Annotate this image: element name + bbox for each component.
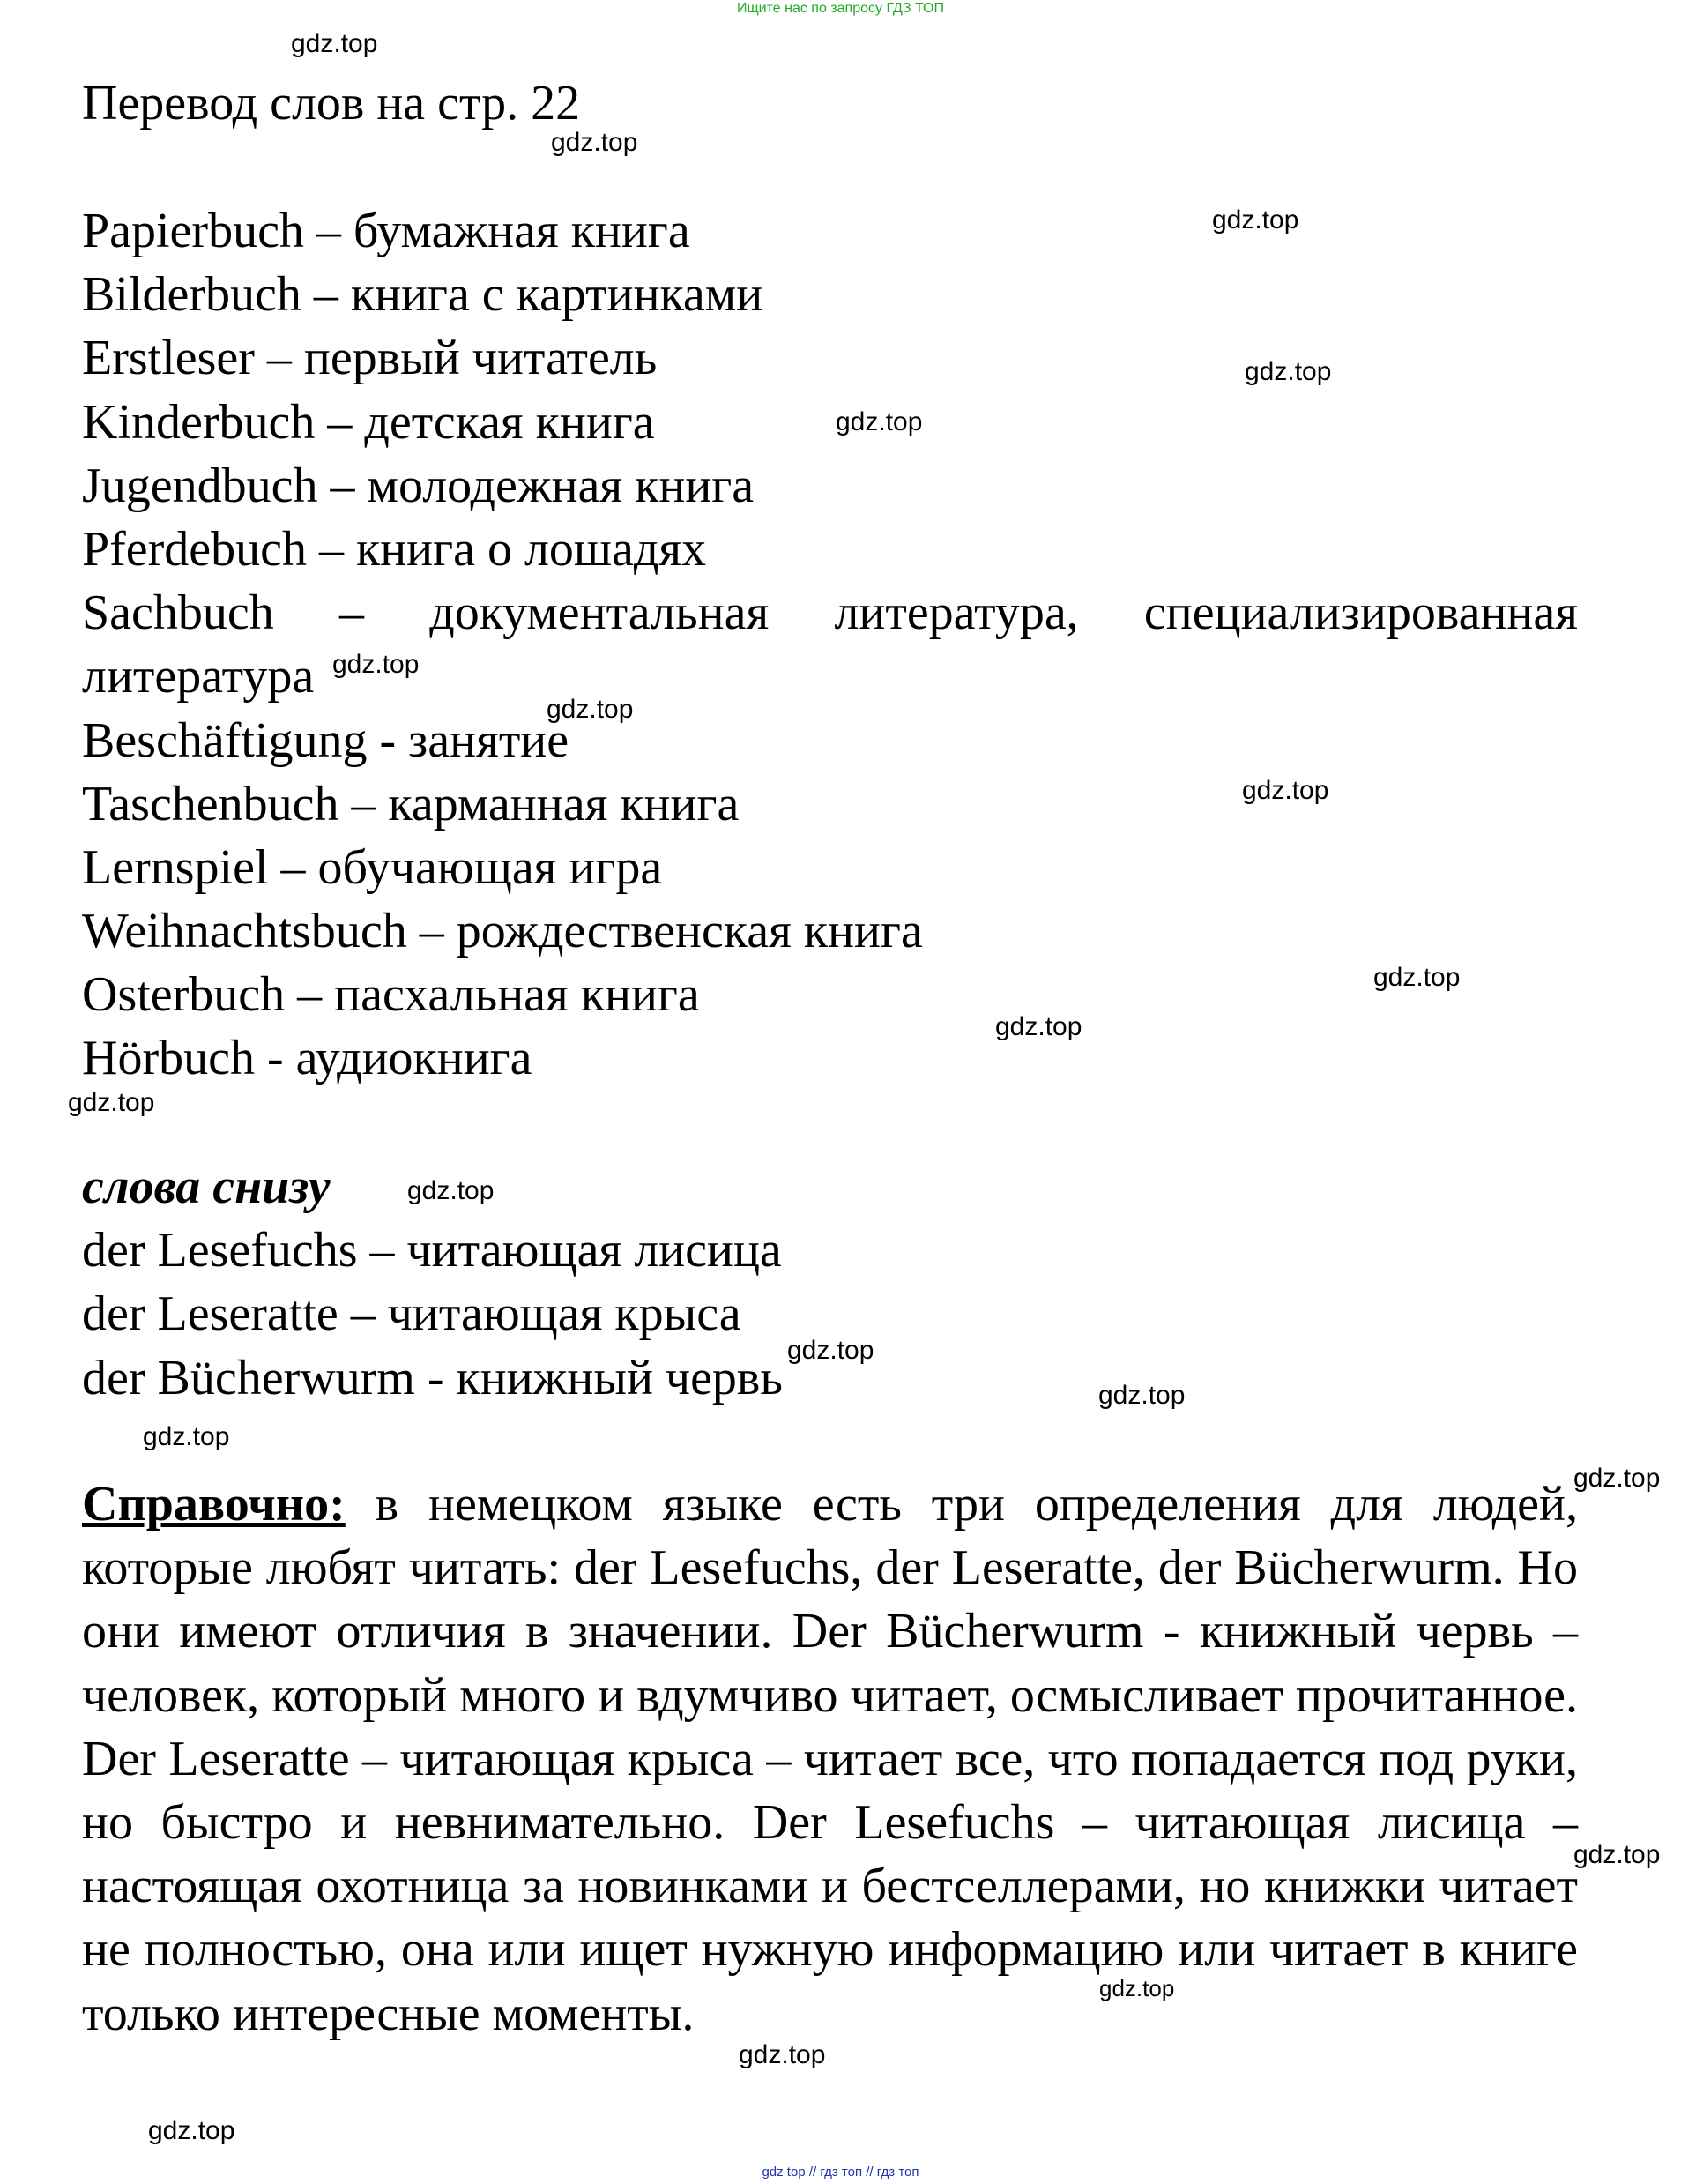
watermark: gdz.top (143, 1422, 230, 1451)
watermark: gdz.top (1212, 205, 1299, 235)
vocab-item: Papierbuch – бумажная книга (82, 204, 690, 258)
vocabulary-list (82, 199, 1578, 1091)
top-banner: Ищите нас по запросу ГДЗ ТОП (737, 1, 944, 16)
vocab-item: Lernspiel – обучающая игра (82, 839, 663, 895)
bottom-banner: gdz top // гдз топ // гдз топ (762, 2165, 919, 2180)
watermark: gdz.top (551, 128, 638, 157)
note-text: в немецком языке есть три определения для людей, которые любят читать: der Lesefuchs, der Leseratte, der Bücherwurm. Но они имеют отличия в значении. Der Bücherwurm - книжный червь – человек, который много и вдумчиво читает, осмысливает прочитанное. Der Leseratte – читающая крыса – читает все, что попадается под руки, но быстро и невнимательно. Der Lesefuchs – читающая лисица – настоящая охотница за новинками и бестселлерами, но книжки читает не полностью, она или ищет нужную информацию или читает в книге только интересные моменты. (82, 1477, 1578, 2041)
vocab-item: Kinderbuch – детская книга (82, 394, 655, 450)
watermark: gdz.top (1098, 1381, 1186, 1410)
page-title: Перевод слов на стр. 22 (82, 76, 581, 130)
watermark: gdz.top (1099, 1975, 1175, 2001)
reference-note (82, 1472, 1578, 2046)
watermark: gdz.top (1242, 776, 1329, 805)
watermark: gdz.top (1373, 963, 1461, 992)
vocab-item: Weihnachtsbuch – рождественская книга (82, 904, 923, 959)
vocab-item: Jugendbuch – молодежная книга (82, 458, 755, 513)
watermark: gdz.top (148, 2116, 235, 2145)
vocab-item: Pferdebuch – книга о лошадях (82, 521, 707, 577)
lower-heading: слова снизу (82, 1159, 331, 1214)
vocab-item: Erstleser – первый читатель (82, 331, 658, 386)
lower-word-item: der Leseratte – читающая крыса (82, 1286, 741, 1342)
vocab-item: Taschenbuch – карманная книга (82, 776, 740, 831)
vocab-item: Bilderbuch – книга с картинками (82, 267, 763, 323)
watermark: gdz.top (407, 1176, 495, 1205)
watermark: gdz.top (68, 1088, 155, 1117)
watermark: gdz.top (787, 1336, 874, 1365)
watermark: gdz.top (739, 2040, 826, 2069)
vocab-item: Beschäftigung - занятие (82, 712, 569, 768)
watermark: gdz.top (332, 650, 420, 679)
vocab-item: Sachbuch – документальная литература, специализированная литература (82, 585, 1578, 704)
vocab-item: Osterbuch – пасхальная книга (82, 967, 700, 1023)
watermark: gdz.top (995, 1012, 1082, 1041)
watermark: gdz.top (836, 407, 923, 436)
watermark: gdz.top (1573, 1840, 1661, 1869)
note-label: Справочно: (82, 1477, 346, 1532)
watermark: gdz.top (1573, 1464, 1661, 1493)
vocab-item: Hörbuch - аудиокнига (82, 1031, 532, 1086)
watermark: gdz.top (1245, 357, 1332, 386)
lower-word-item: der Bücherwurm - книжный червь (82, 1350, 783, 1405)
watermark: gdz.top (291, 29, 378, 58)
lower-words-section (82, 1155, 1578, 1410)
watermark: gdz.top (547, 695, 634, 724)
lower-word-item: der Lesefuchs – читающая лисица (82, 1223, 782, 1278)
